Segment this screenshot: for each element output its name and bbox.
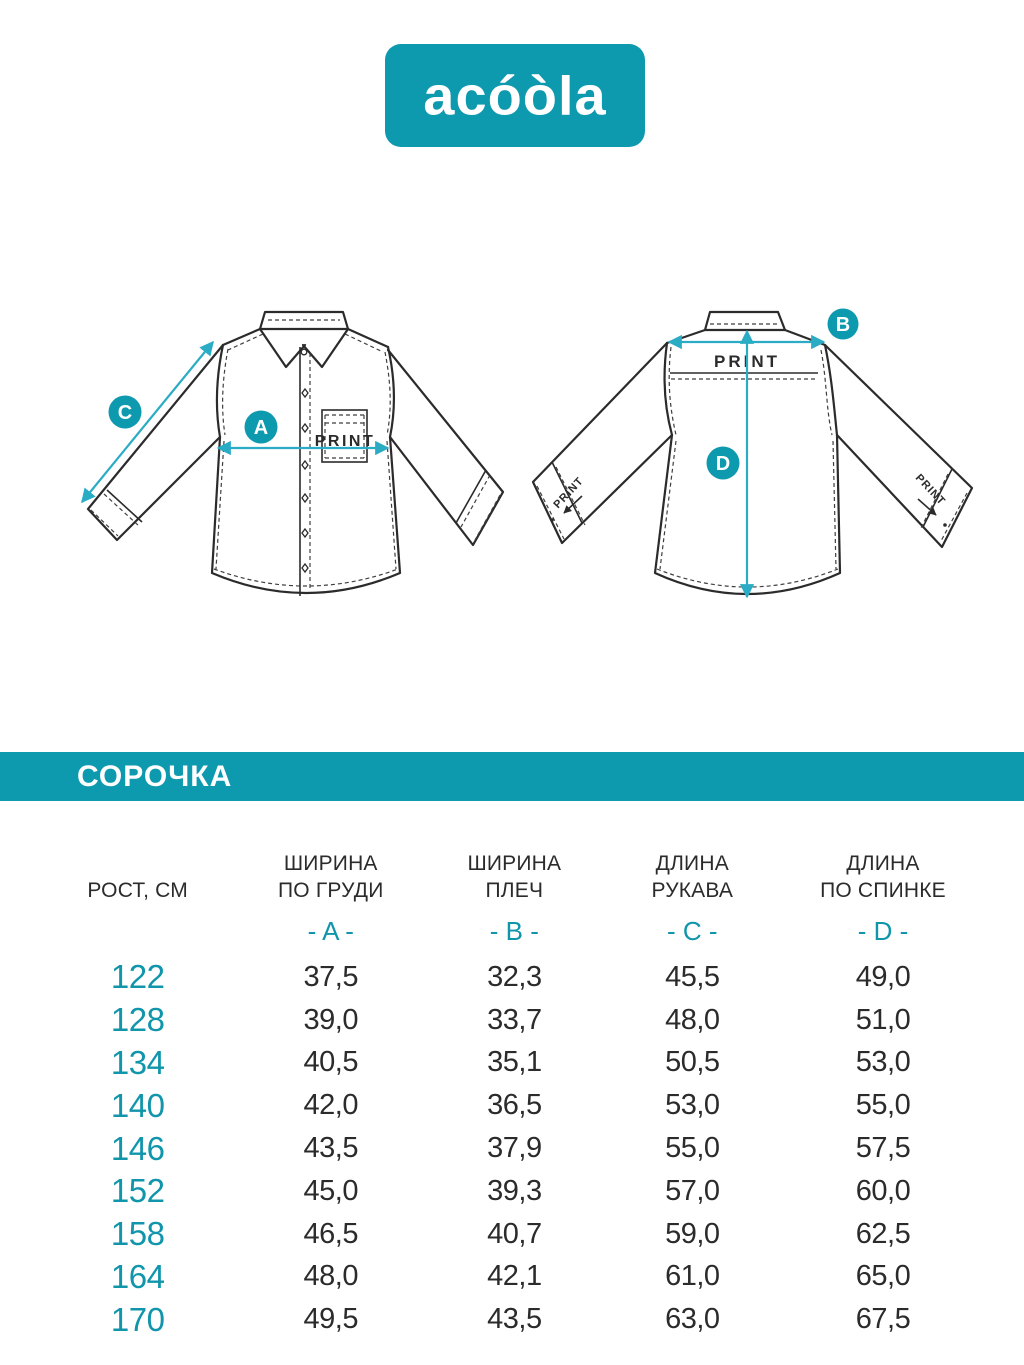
table-row xyxy=(40,1298,984,1341)
value-cell: 53,0 xyxy=(665,1089,720,1122)
value-cell: 49,5 xyxy=(303,1303,358,1336)
back-yoke-print-label: PRINT xyxy=(714,352,780,371)
marker-a-letter: A xyxy=(253,417,269,439)
table-row xyxy=(40,999,984,1042)
value-cell: 46,5 xyxy=(303,1217,358,1250)
table-row xyxy=(40,1127,984,1170)
value-cell: 49,0 xyxy=(855,960,911,993)
value-cell: 39,3 xyxy=(487,1174,542,1207)
letter-b: - B - xyxy=(489,915,539,946)
value-cell: 60,0 xyxy=(855,1174,911,1207)
row-header: РОСТ, СМ xyxy=(87,879,188,902)
back-right-cuff-print-label: PRINT xyxy=(912,471,948,508)
marker-b-letter: B xyxy=(835,314,851,336)
back-left-sleeve xyxy=(533,343,672,543)
letter-d: - D - xyxy=(857,915,909,946)
value-cell: 37,5 xyxy=(303,960,358,993)
value-cell: 45,0 xyxy=(303,1174,358,1207)
value-cell: 59,0 xyxy=(665,1217,720,1250)
table-header-row xyxy=(40,840,984,906)
height-cell: 128 xyxy=(110,1001,165,1039)
section-band xyxy=(0,752,1024,801)
height-cell: 140 xyxy=(110,1086,165,1124)
height-cell: 170 xyxy=(110,1300,165,1338)
brand-logo xyxy=(385,44,645,147)
size-table-body xyxy=(40,956,984,1341)
height-cell: 164 xyxy=(110,1257,165,1295)
height-cell: 158 xyxy=(110,1215,165,1253)
back-right-sleeve xyxy=(825,345,972,547)
value-cell: 65,0 xyxy=(855,1260,911,1293)
value-cell: 48,0 xyxy=(665,1003,720,1036)
value-cell: 37,9 xyxy=(487,1132,542,1165)
value-cell: 35,1 xyxy=(487,1046,542,1079)
column-header-chest: ШИРИНА ПО ГРУДИ xyxy=(278,852,384,902)
value-cell: 63,0 xyxy=(665,1303,720,1336)
value-cell: 42,1 xyxy=(487,1260,542,1293)
front-body-outline xyxy=(212,345,400,593)
table-row xyxy=(40,956,984,999)
value-cell: 42,0 xyxy=(303,1089,358,1122)
table-letter-row xyxy=(40,906,984,956)
shirt-back-diagram xyxy=(520,283,980,628)
height-cell: 146 xyxy=(110,1129,165,1167)
column-header-sleeve: ДЛИНА РУКАВА xyxy=(651,852,734,902)
value-cell: 57,5 xyxy=(855,1132,911,1165)
column-header-back: ДЛИНА ПО СПИНКЕ xyxy=(820,852,946,902)
value-cell: 43,5 xyxy=(487,1303,542,1336)
height-cell: 134 xyxy=(110,1043,165,1081)
value-cell: 32,3 xyxy=(487,960,542,993)
table-row xyxy=(40,1170,984,1213)
value-cell: 55,0 xyxy=(855,1089,911,1122)
value-cell: 53,0 xyxy=(855,1046,911,1079)
front-buttons xyxy=(302,389,308,572)
height-cell: 122 xyxy=(110,958,165,996)
value-cell: 62,5 xyxy=(855,1217,911,1250)
marker-c-letter: C xyxy=(117,402,133,424)
value-cell: 50,5 xyxy=(665,1046,720,1079)
shirt-front-diagram xyxy=(60,283,520,628)
back-collar xyxy=(705,312,785,330)
value-cell: 43,5 xyxy=(303,1132,358,1165)
value-cell: 45,5 xyxy=(665,960,720,993)
column-header-shoulders: ШИРИНА ПЛЕЧ xyxy=(467,852,562,902)
value-cell: 55,0 xyxy=(665,1132,720,1165)
letter-c: - C - xyxy=(667,915,718,946)
table-row xyxy=(40,1256,984,1299)
brand-logo-text: acóòla xyxy=(423,64,607,127)
front-print-label: PRINT xyxy=(314,433,376,450)
letter-a: - A - xyxy=(307,915,354,946)
marker-d-letter: D xyxy=(715,453,731,475)
table-row xyxy=(40,1084,984,1127)
value-cell: 57,0 xyxy=(665,1174,720,1207)
back-left-cuff-print-label: PRINT xyxy=(551,474,587,511)
table-row xyxy=(40,1213,984,1256)
value-cell: 61,0 xyxy=(665,1260,720,1293)
sleeve-length-arrow xyxy=(82,342,213,502)
front-left-sleeve xyxy=(88,345,223,540)
value-cell: 36,5 xyxy=(487,1089,542,1122)
front-right-sleeve xyxy=(388,350,503,545)
table-row xyxy=(40,1042,984,1085)
value-cell: 51,0 xyxy=(855,1003,911,1036)
height-cell: 152 xyxy=(110,1172,165,1210)
collar-button xyxy=(301,349,307,355)
value-cell: 33,7 xyxy=(487,1003,542,1036)
value-cell: 67,5 xyxy=(855,1303,911,1336)
size-table xyxy=(40,840,984,1341)
value-cell: 40,5 xyxy=(303,1046,358,1079)
value-cell: 39,0 xyxy=(303,1003,358,1036)
value-cell: 48,0 xyxy=(303,1260,358,1293)
section-title: СОРОЧКА xyxy=(77,759,233,793)
value-cell: 40,7 xyxy=(487,1217,542,1250)
